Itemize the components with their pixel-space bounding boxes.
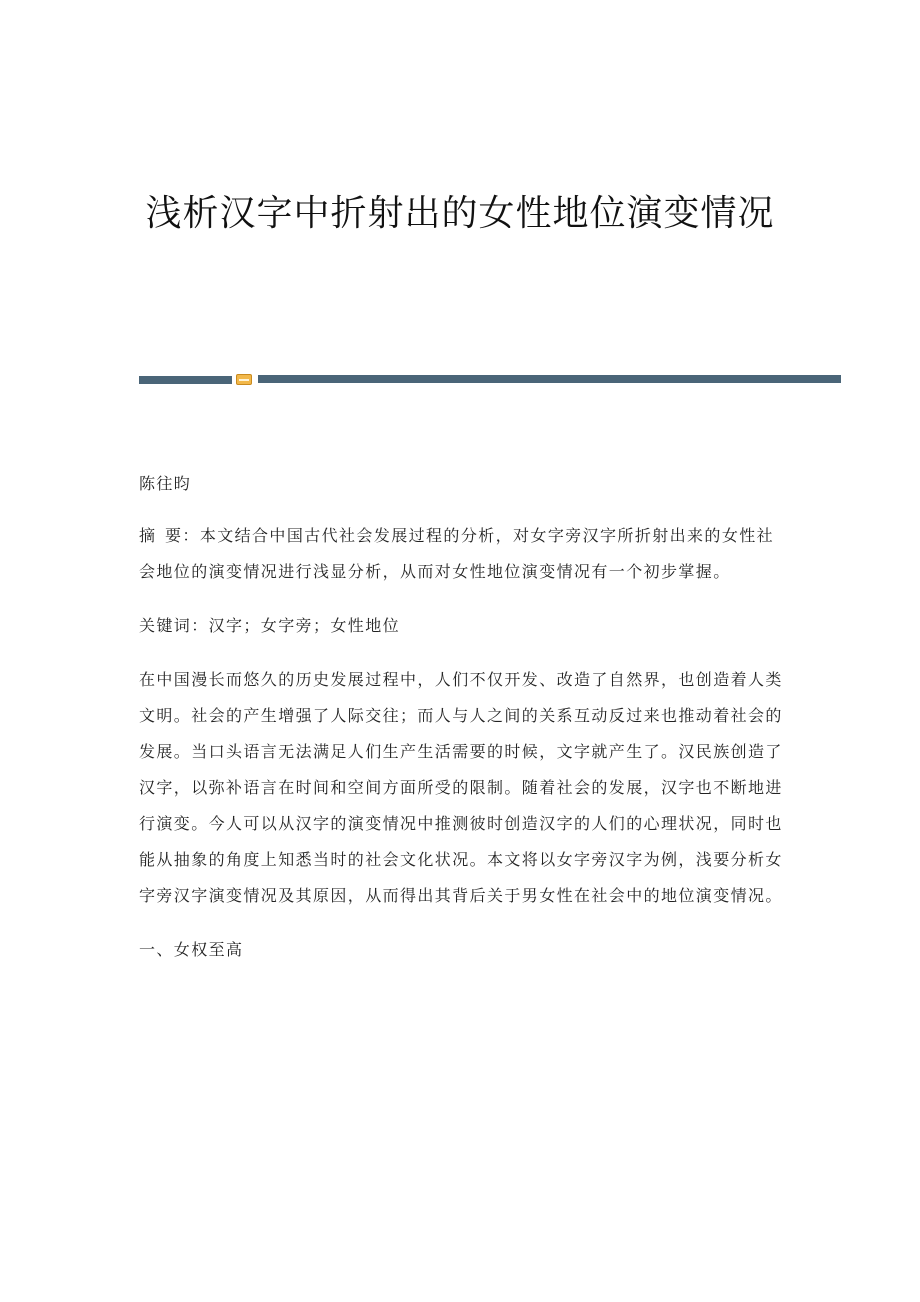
keywords-line: 关键词：汉字；女字旁；女性地位 [139,616,401,635]
abstract-label-a: 摘 [139,526,166,545]
abstract-paragraph [139,518,789,590]
document-body [139,466,789,968]
document-title: 浅析汉字中折射出的女性地位演变情况 [145,193,775,234]
section-heading: 一、女权至高 [139,940,244,959]
body-paragraph: 在中国漫长而悠久的历史发展过程中，人们不仅开发、改造了自然界，也创造着人类文明。社会的产生增强了人际交往；而人与人之间的关系互动反过来也推动着社会的发展。当口头语言无法满足人们生产生活需要的时候，文字就产生了。汉民族创造了汉字，以弥补语言在时间和空间方面所受的限制。随着社会的发展，汉字也不断地进行演变。今人可以从汉字的演变情况中推测彼时创造汉字的人们的心理状况，同时也能从抽象的角度上知悉当时的社会文化状况。本文将以女字旁汉字为例，浅要分析女字旁汉字演变情况及其原因，从而得出其背后关于男女性在社会中的地位演变情况。 [139,670,783,905]
divider-bar-right [258,375,841,383]
abstract-label-b: 要： [165,526,200,545]
divider-bar-left [139,376,232,384]
divider-ornament-icon [236,374,252,385]
title-divider [139,373,841,387]
abstract-text: 本文结合中国古代社会发展过程的分析，对女字旁汉字所折射出来的女性社会地位的演变情况进行浅显分析，从而对女性地位演变情况有一个初步掌握。 [139,526,775,581]
author-name: 陈往昀 [139,474,192,493]
